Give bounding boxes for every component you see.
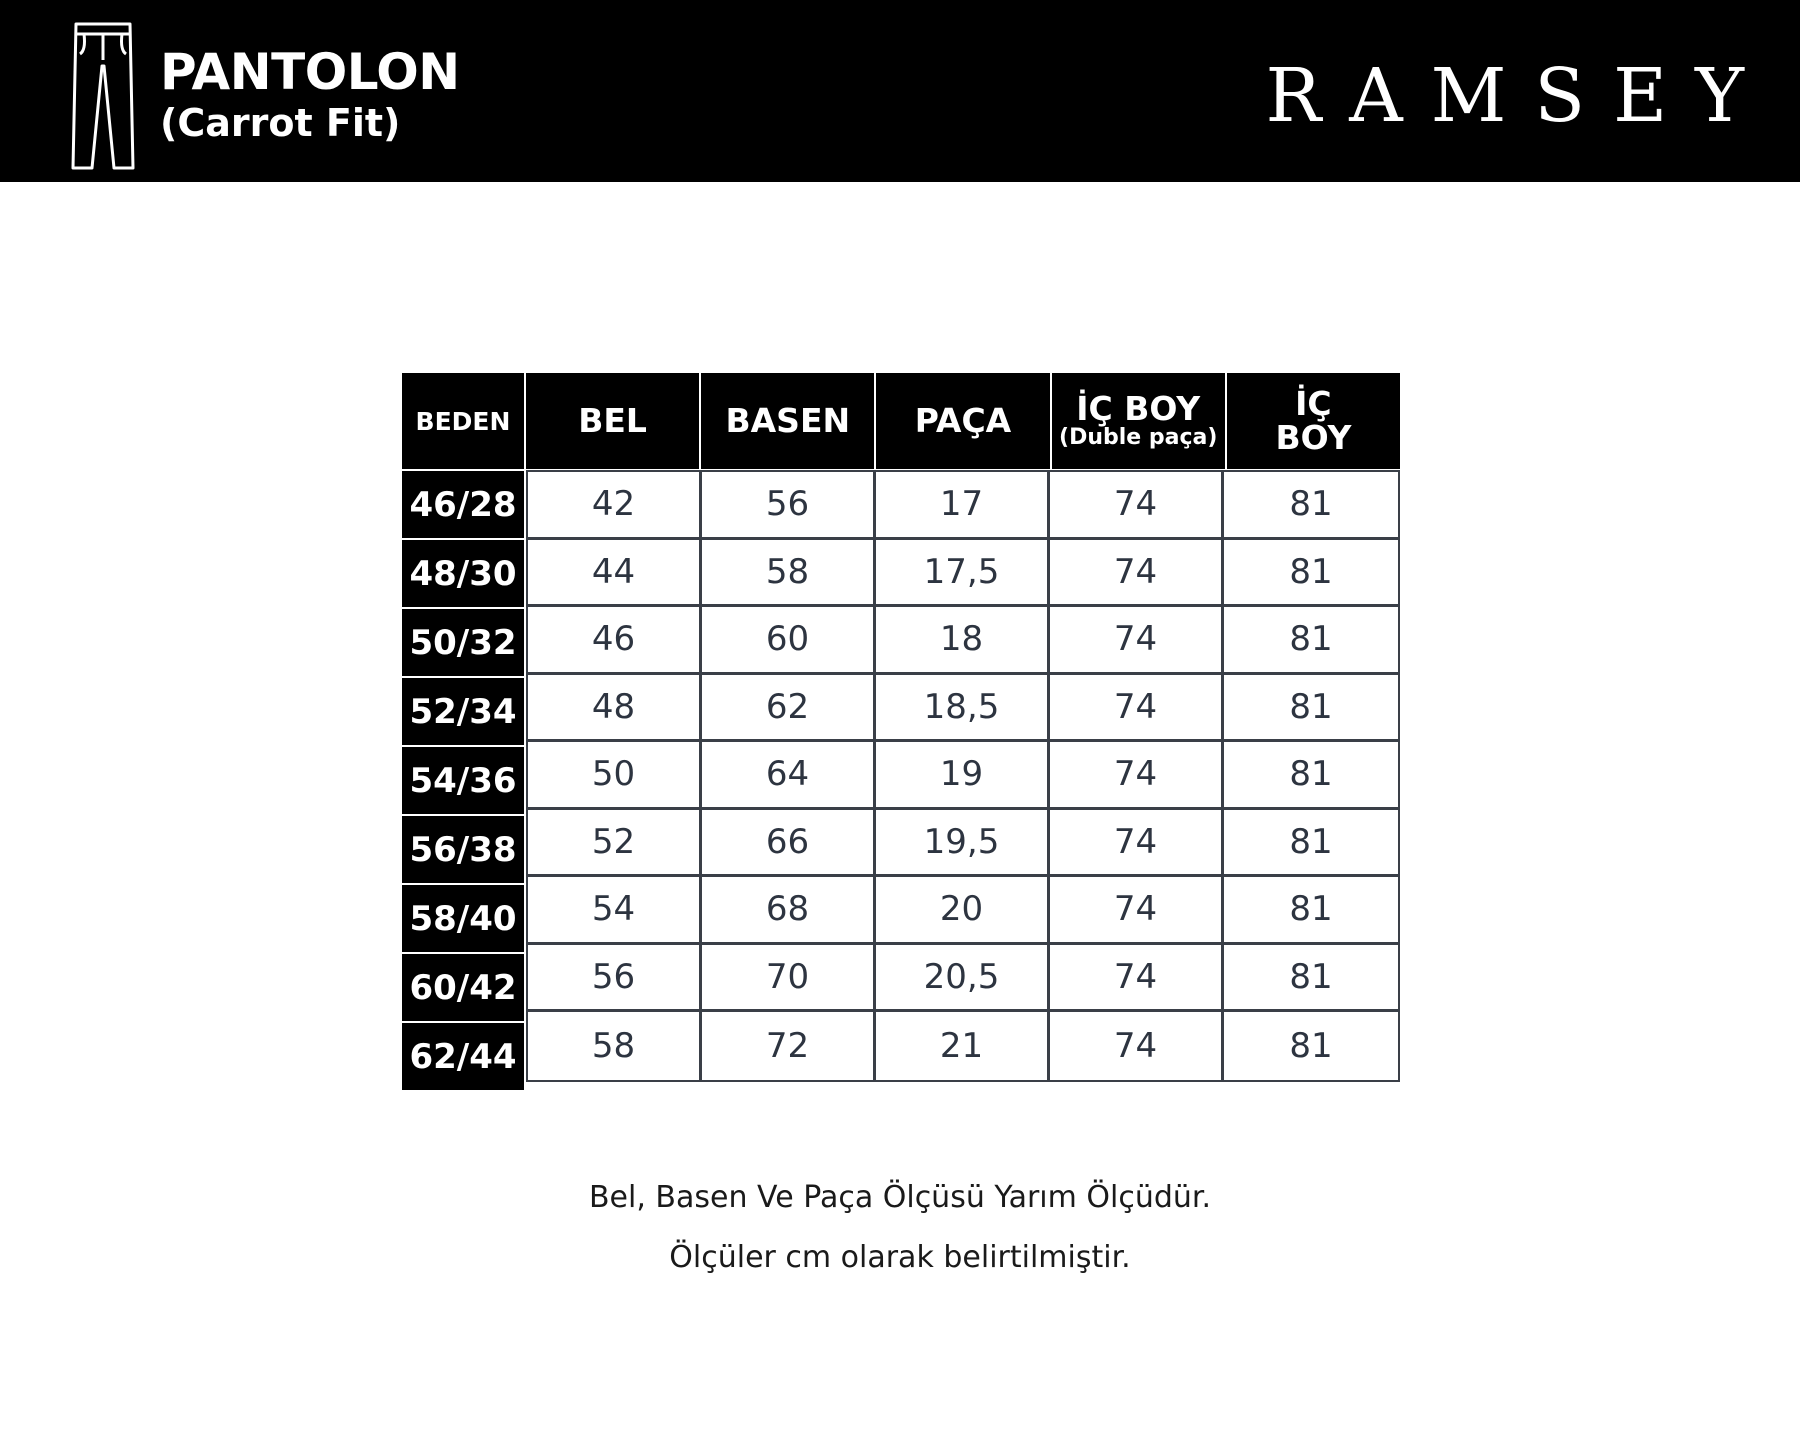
table-cell: 81	[1224, 742, 1398, 810]
table-cell: 18	[876, 607, 1050, 675]
brand-logo: RAMSEY	[1265, 53, 1772, 139]
table-cell: 66	[702, 810, 876, 878]
pants-icon	[70, 20, 136, 170]
column-header	[874, 373, 1049, 469]
table-cell: 74	[1050, 877, 1224, 945]
table-cell: 52	[528, 810, 702, 878]
table-cell: 74	[1050, 472, 1224, 540]
table-cell: 56	[702, 472, 876, 540]
column-header	[526, 373, 699, 469]
size-label: 54/36	[402, 747, 524, 814]
size-header: BEDEN	[402, 373, 524, 469]
column-header	[1225, 373, 1400, 469]
table-cell: 81	[1224, 945, 1398, 1013]
table-cell: 81	[1289, 1025, 1333, 1066]
size-label: 48/30	[402, 540, 524, 607]
column-header	[1050, 373, 1225, 469]
table-cell: 62	[702, 675, 876, 743]
table-cell: 21	[876, 1012, 1050, 1080]
table-cell: 19	[876, 742, 1050, 810]
table-cell: 68	[702, 877, 876, 945]
size-table	[526, 470, 1400, 1082]
table-cell: 56	[528, 945, 702, 1013]
table-cell: 19,5	[876, 810, 1050, 878]
column-header-label: BEL	[578, 401, 647, 440]
column-header-label: PAÇA	[914, 401, 1012, 440]
table-cell: 58	[528, 1012, 702, 1080]
notes	[0, 1168, 1800, 1288]
column-header	[699, 373, 874, 469]
table-cell: 60	[702, 607, 876, 675]
column-header-label: İÇ BOY	[1076, 389, 1201, 428]
table-cell: 18,5	[876, 675, 1050, 743]
table-cell: 74	[1050, 810, 1224, 878]
column-header-label: İÇ BOY	[1275, 384, 1352, 457]
size-label: 50/32	[402, 609, 524, 676]
size-label: 58/40	[402, 885, 524, 952]
table-cell: 42	[528, 472, 702, 540]
column-header-label: BASEN	[725, 401, 851, 440]
table-header-row	[526, 373, 1400, 469]
table-cell: 74	[1050, 1012, 1224, 1080]
table-cell: 44	[528, 540, 702, 608]
table-cell: 81	[1224, 810, 1398, 878]
table-cell: 81	[1224, 472, 1398, 540]
page-title: PANTOLON	[160, 43, 460, 101]
size-label: 46/28	[402, 471, 524, 538]
table-cell: 81	[1224, 675, 1398, 743]
table-cell: 46	[528, 607, 702, 675]
note-line: Ölçüler cm olarak belirtilmiştir.	[669, 1240, 1131, 1275]
size-label: 52/34	[402, 678, 524, 745]
table-cell: 81	[1224, 607, 1398, 675]
table-cell: 81	[1224, 877, 1398, 945]
table-cell: 74	[1050, 675, 1224, 743]
column-header-sublabel: (Duble paça)	[1059, 425, 1218, 450]
table-cell: 58	[702, 540, 876, 608]
note-line: Bel, Basen Ve Paça Ölçüsü Yarım Ölçüdür.	[588, 1180, 1212, 1215]
table-cell: 74	[1050, 607, 1224, 675]
table-cell: 50	[528, 742, 702, 810]
table-cell: 20	[876, 877, 1050, 945]
size-column	[402, 373, 524, 1090]
size-label: 56/38	[402, 816, 524, 883]
table-cell: 64	[702, 742, 876, 810]
table-cell: 81	[1224, 540, 1398, 608]
size-label: 60/42	[402, 954, 524, 1021]
table-cell: 74	[1050, 540, 1224, 608]
table-cell: 74	[1050, 742, 1224, 810]
table-cell: 48	[528, 675, 702, 743]
size-label: 62/44	[402, 1023, 524, 1090]
table-cell: 70	[702, 945, 876, 1013]
table-cell: 74	[1050, 945, 1224, 1013]
header-bar	[0, 0, 1800, 182]
table-cell: 72	[702, 1012, 876, 1080]
table-cell: 17,5	[876, 540, 1050, 608]
page-subtitle: (Carrot Fit)	[160, 101, 401, 145]
table-cell: 17	[876, 472, 1050, 540]
table-cell: 20,5	[876, 945, 1050, 1013]
table-cell: 54	[528, 877, 702, 945]
